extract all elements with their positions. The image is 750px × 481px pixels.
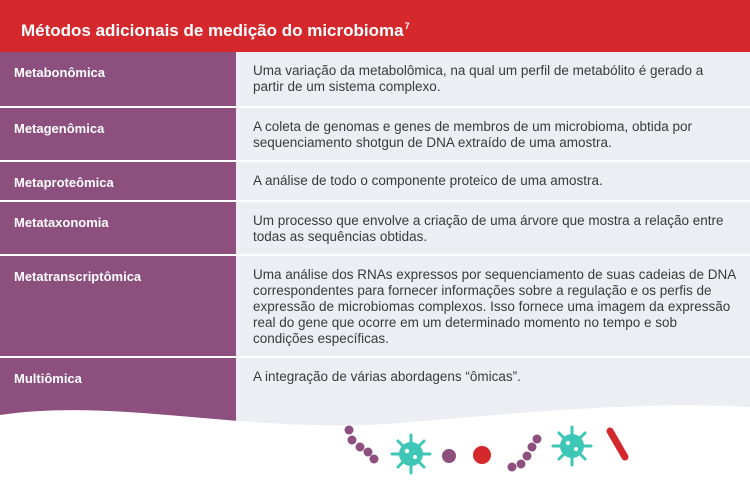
page-header	[0, 0, 750, 52]
purple-chain-icon	[345, 426, 379, 464]
microbe-decorations	[0, 395, 750, 481]
purple-chain-icon	[508, 435, 542, 472]
term-label: Metataxonomia	[14, 215, 109, 230]
term-definition: A integração de várias abordagens “ômicas”.	[253, 369, 521, 384]
table-row	[0, 202, 750, 254]
table-row	[0, 256, 750, 356]
teal-virus-icon	[553, 427, 591, 465]
header-footnote-ref: 7	[404, 21, 410, 31]
term-label: Metagenômica	[14, 121, 105, 136]
term-label: Metaproteômica	[14, 175, 114, 190]
red-rod-icon	[610, 431, 625, 457]
term-definition: A coleta de genomas e genes de membros de um microbioma, obtida por sequenciamento shotgun de DNA extraído de uma amostra.	[253, 119, 692, 150]
term-definition: Uma variação da metabolômica, na qual um perfil de metabólito é gerado a partir de um sistema complexo.	[253, 63, 704, 94]
term-label: Metatranscriptômica	[14, 269, 142, 284]
table-row	[0, 358, 750, 398]
term-definition: Um processo que envolve a criação de uma árvore que mostra a relação entre todas as sequências obtidas.	[253, 213, 724, 244]
term-label: Multiômica	[14, 371, 82, 386]
term-definition: A análise de todo o componente proteico de uma amostra.	[253, 173, 603, 188]
term-definition: Uma análise dos RNAs expressos por sequenciamento de suas cadeias de DNA correspondentes para fornecer informações sobre a regulação e os perfis de expressão de microbiomas complexos. Isso fornece uma imagem da expressão real do gene que ocorre em um determinado momento no tempo e sob condições específicas.	[253, 267, 736, 346]
term-label: Metabonômica	[14, 65, 106, 80]
table-row	[0, 162, 750, 200]
purple-dot-icon	[442, 449, 456, 463]
teal-virus-icon	[392, 435, 430, 473]
table-row	[0, 52, 750, 106]
header-title: Métodos adicionais de medição do microbioma	[21, 21, 404, 40]
red-dot-icon	[473, 446, 491, 464]
table-row	[0, 108, 750, 160]
